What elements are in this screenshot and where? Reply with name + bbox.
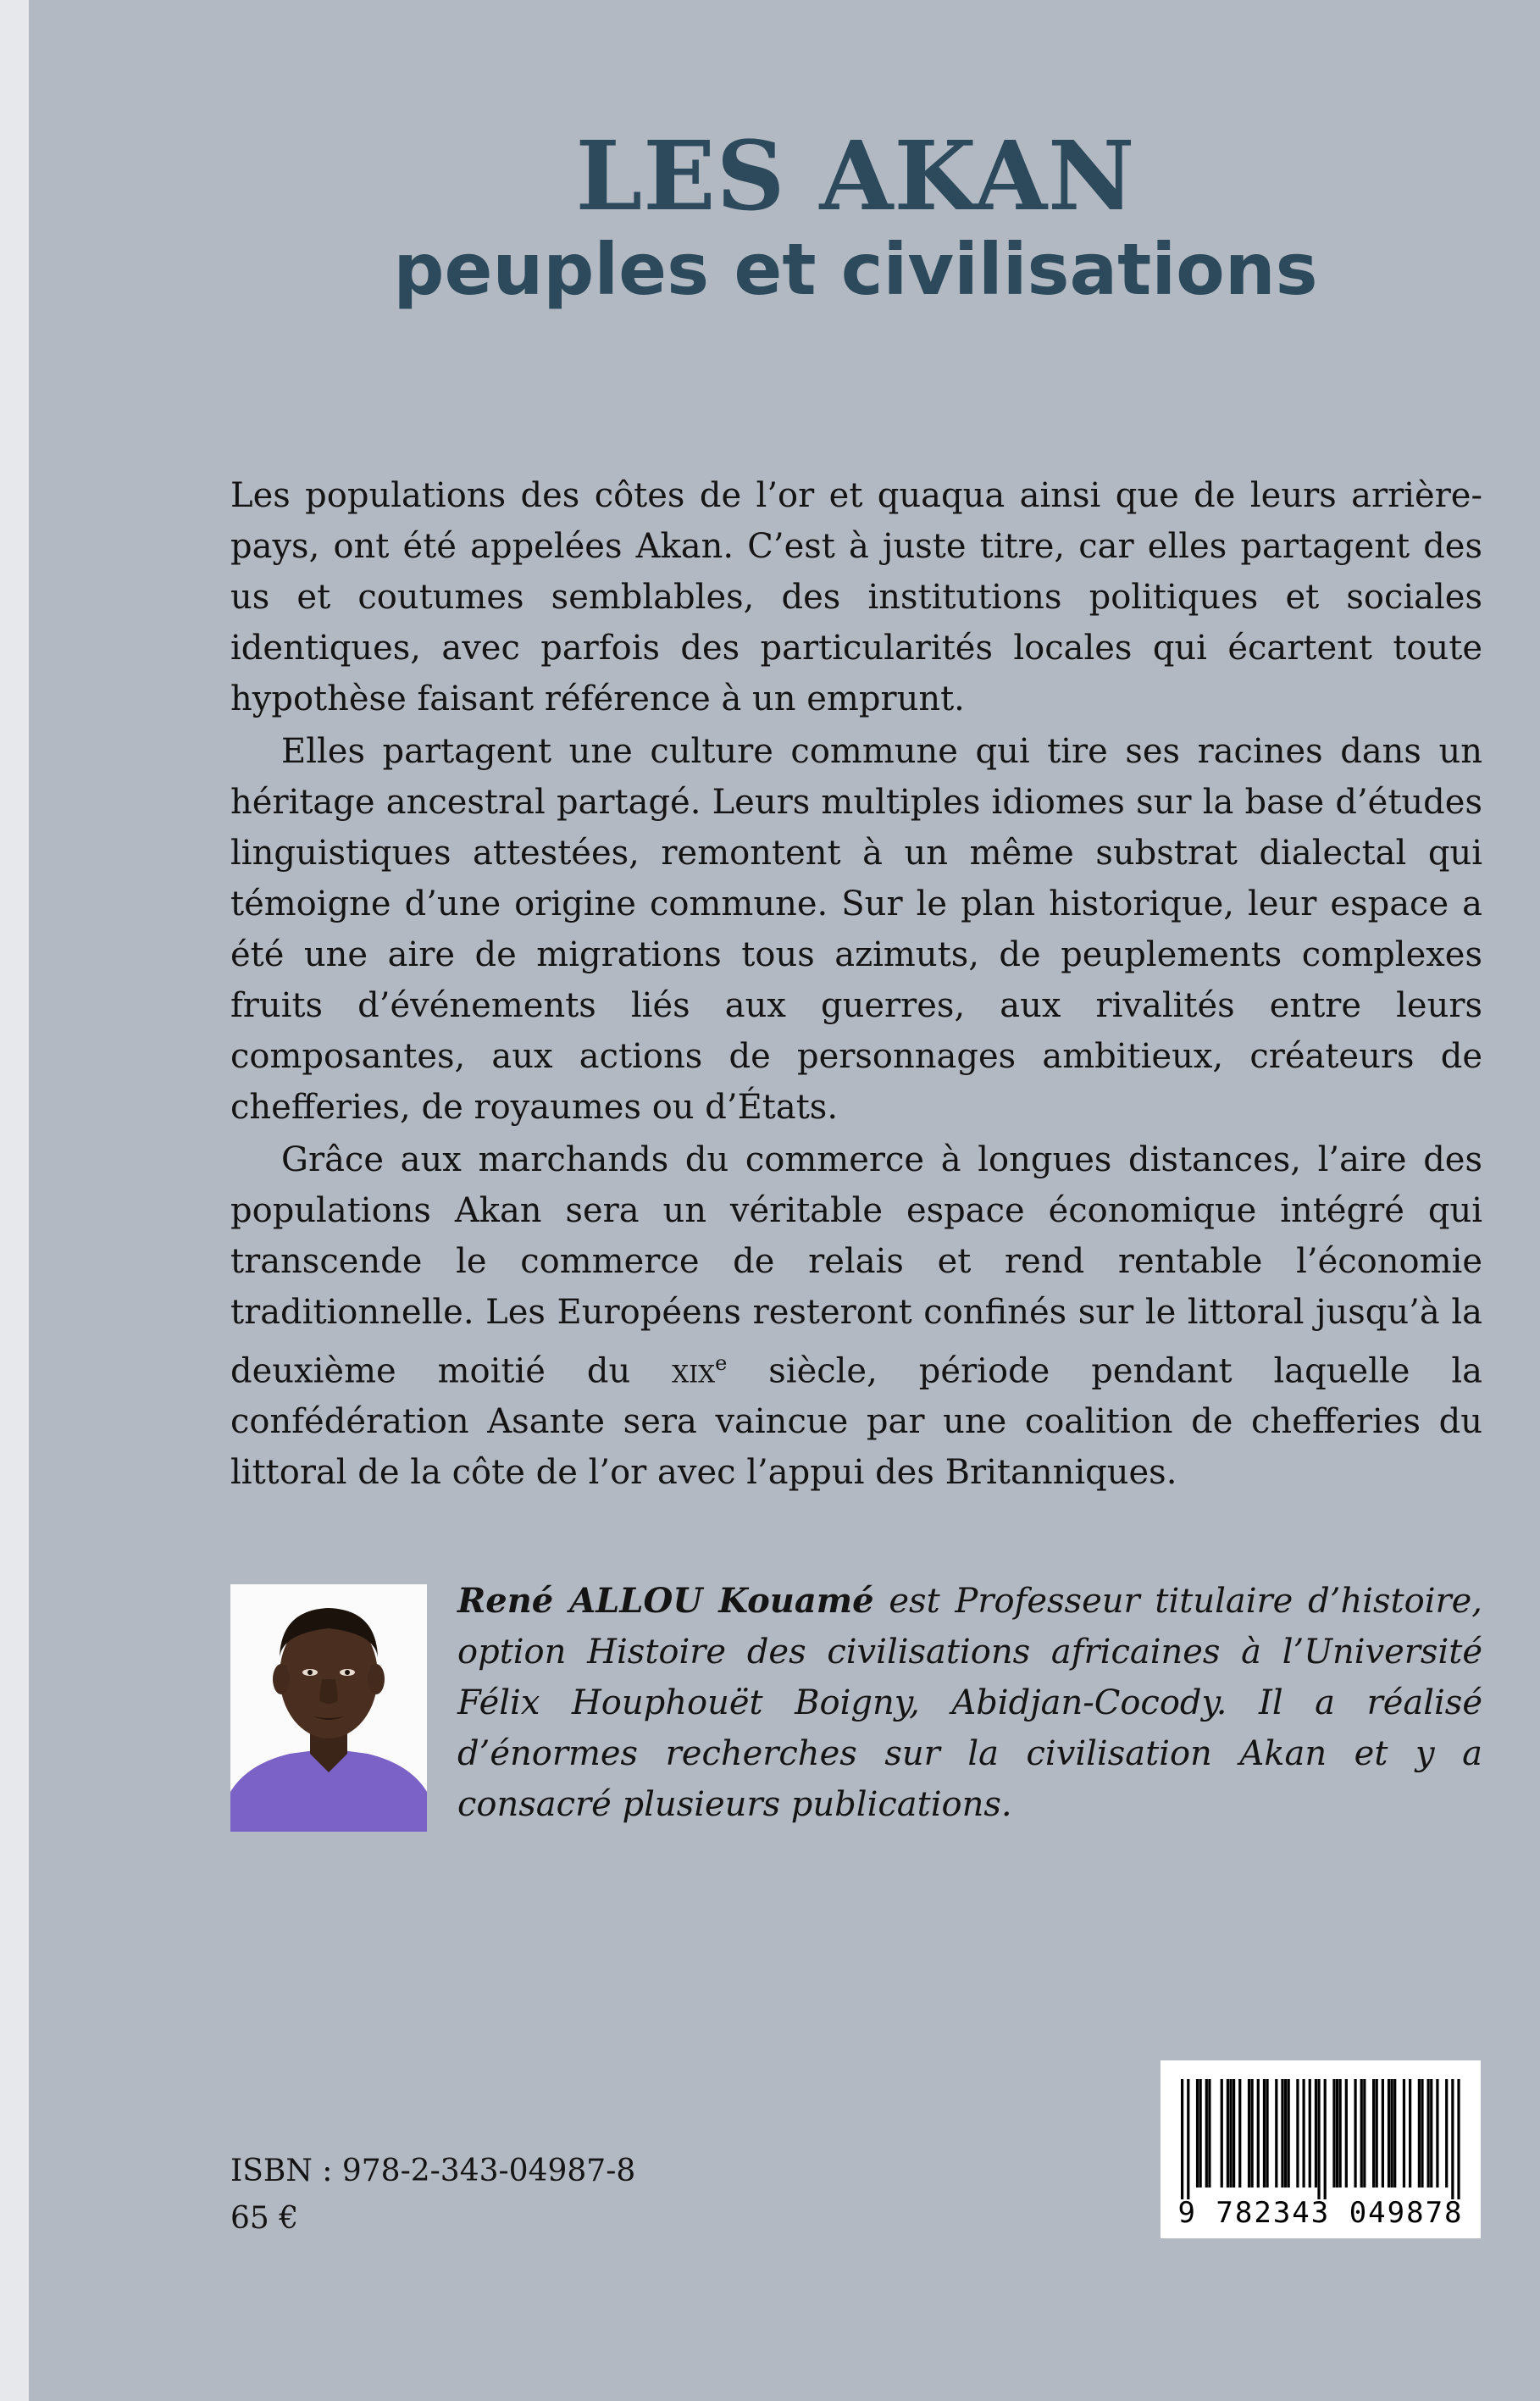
- barcode-bar: [1345, 2079, 1348, 2188]
- title-block: [305, 121, 1406, 312]
- blurb-text: [230, 470, 1482, 1500]
- isbn-block: [230, 2148, 635, 2243]
- barcode-bar: [1181, 2079, 1183, 2199]
- book-subtitle: peuples et civilisations: [393, 227, 1318, 311]
- barcode-bar: [1251, 2079, 1254, 2188]
- author-portrait-image: [230, 1584, 427, 1832]
- barcode-bar: [1403, 2079, 1405, 2188]
- barcode-bar: [1187, 2079, 1189, 2199]
- barcode-bar: [1199, 2079, 1202, 2188]
- isbn-number: ISBN : 978-2-343-04987-8: [230, 2154, 636, 2188]
- author-bio-text: est Professeur titulaire d’histoire, option Histoire des civilisations africaines à l’Université Félix Houphouët Boigny, Abidjan-Cocody. Il a réalisé d’énormes recherches sur la civilisation Akan et y a consacré plusieurs publications.: [457, 1582, 1482, 1824]
- barcode-bar: [1221, 2079, 1223, 2188]
- blurb-paragraph-3-end: siècle, période pendant laquelle la confédération Asante sera vaincue par une coalition de chefferies du littoral de la côte de l’or avec l’appui des Britanniques.: [230, 1351, 1482, 1493]
- barcode-bar: [1430, 2079, 1432, 2188]
- blurb-paragraph-3-start: Grâce aux marchands du commerce à longues distances, l’aire des populations Akan sera un véritable espace économique intégré qui transcende le commerce de relais et rend rentable l’économie traditionnelle. Les Européens resteront confinés sur le littoral jusqu’à la deuxième moitié du: [230, 1140, 1482, 1391]
- barcode: [1161, 2060, 1481, 2238]
- blurb-paragraph-3: [230, 1134, 1482, 1498]
- barcode-bar: [1257, 2079, 1260, 2188]
- barcode-bar: [1284, 2079, 1287, 2188]
- barcode-bar: [1421, 2079, 1423, 2188]
- author-bio: [457, 1576, 1482, 1830]
- barcode-bar: [1263, 2079, 1266, 2188]
- blurb-paragraph-2: Elles partagent une culture commune qui tire ses racines dans un héritage ancestral partagé. Leurs multiples idiomes sur la base d’études linguistiques attestées, remontent à un même substrat dialectal qui témoigne d’une origine commune. Sur le plan historique, leur espace a été une aire de migrations tous azimuts, de peuplements complexes fruits d’événements liés aux guerres, aux rivalités entre leurs composantes, aux actions de personnages ambitieux, créateurs de chefferies, de royaumes ou d’États.: [230, 732, 1482, 1127]
- barcode-bar: [1227, 2079, 1229, 2188]
- author-photo: [230, 1584, 427, 1832]
- barcode-bar: [1233, 2079, 1235, 2188]
- barcode-bar: [1288, 2079, 1290, 2188]
- barcode-bar: [1436, 2079, 1438, 2188]
- barcode-bar: [1354, 2079, 1356, 2188]
- spine-edge: [0, 0, 29, 2401]
- barcode-bar: [1427, 2079, 1430, 2188]
- century-numeral: xix: [672, 1351, 716, 1391]
- price: 65 €: [230, 2201, 299, 2236]
- barcode-bar: [1372, 2079, 1375, 2188]
- barcode-bar: [1388, 2079, 1390, 2188]
- barcode-bar: [1302, 2079, 1305, 2188]
- barcode-bar: [1324, 2079, 1327, 2199]
- barcode-bar: [1360, 2079, 1363, 2188]
- barcode-bar: [1376, 2079, 1378, 2188]
- barcode-bar: [1309, 2079, 1311, 2188]
- barcode-bar: [1205, 2079, 1208, 2188]
- barcode-bar: [1382, 2079, 1384, 2188]
- book-title: LES AKAN: [575, 121, 1136, 232]
- barcode-bar: [1332, 2079, 1335, 2188]
- barcode-bar: [1445, 2079, 1448, 2188]
- barcode-bar: [1363, 2079, 1366, 2188]
- barcode-bar: [1409, 2079, 1411, 2188]
- barcode-bar: [1317, 2079, 1320, 2199]
- barcode-bar: [1248, 2079, 1250, 2188]
- blurb-paragraph-1: Les populations des côtes de l’or et quaqua ainsi que de leurs arrière-pays, ont été appelées Akan. C’est à juste titre, car elles partagent des us et coutumes semblables, des institutions politiques et sociales identiques, avec parfois des particularités locales qui écartent toute hypothèse faisant référence à un emprunt.: [230, 476, 1482, 718]
- barcode-bar: [1238, 2079, 1241, 2188]
- barcode-bar: [1339, 2079, 1342, 2188]
- barcode-bar: [1208, 2079, 1210, 2188]
- barcode-bar: [1391, 2079, 1393, 2188]
- author-name: René ALLOU Kouamé: [457, 1581, 874, 1621]
- barcode-digits: 9 782343 049878: [1177, 2196, 1464, 2230]
- barcode-bar: [1266, 2079, 1268, 2188]
- barcode-bar: [1275, 2079, 1277, 2188]
- barcode-bar: [1451, 2079, 1454, 2199]
- barcode-bar: [1196, 2079, 1199, 2188]
- barcode-bar: [1418, 2079, 1421, 2188]
- barcode-bar: [1336, 2079, 1338, 2188]
- barcode-bar: [1296, 2079, 1299, 2188]
- barcode-bar: [1393, 2079, 1396, 2188]
- barcode-bar: [1229, 2079, 1232, 2188]
- barcode-bar: [1281, 2079, 1283, 2188]
- century-suffix: e: [715, 1351, 728, 1375]
- barcode-bar: [1457, 2079, 1460, 2199]
- barcode-bar: [1315, 2079, 1317, 2188]
